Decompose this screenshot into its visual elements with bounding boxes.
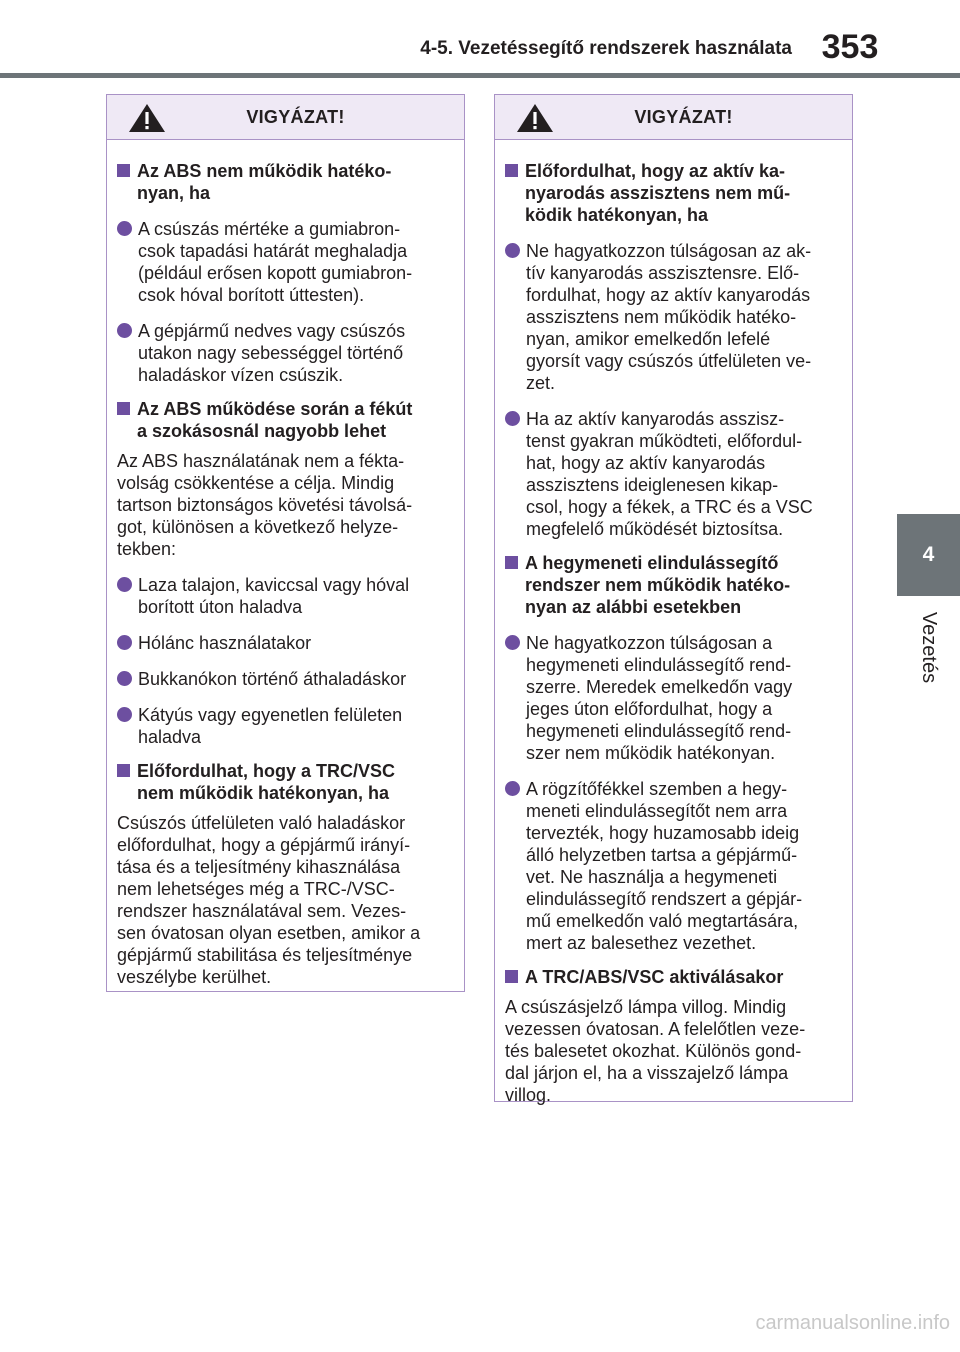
section-heading <box>505 966 844 988</box>
warning-header <box>495 95 852 140</box>
section-heading <box>117 160 456 204</box>
warning-body <box>107 140 464 988</box>
warning-box-left <box>106 94 465 992</box>
text: Ha az aktív kanyarodás asszisz- tenst gyakran működteti, előfordul- hat, hogy az aktív kanyarodás asszisztens ideiglenesen kikap- csol, hogy a fékek, a TRC és a VSC megfelelő működését biztosítsa. <box>526 409 813 539</box>
round-bullet-icon <box>117 323 132 338</box>
warning-title: VIGYÁZAT! <box>246 106 345 127</box>
list-item <box>117 218 456 306</box>
running-header: 4-5. Vezetéssegítő rendszerek használata <box>420 38 792 59</box>
text: Előfordulhat, hogy az aktív ka- nyarodás asszisztens nem mű- ködik hatékonyan, ha <box>525 161 791 225</box>
section-heading <box>505 160 844 226</box>
text: Ne hagyatkozzon túlságosan az ak- tív kanyarodás asszisztensre. Elő- fordulhat, hogy az aktív kanyarodás asszisztens nem működik hatéko- nyan, amikor emelkedőn lefelé gyorsít vagy csúszós útfelületen ve- zet. <box>526 241 812 393</box>
list-item <box>117 668 456 690</box>
list-item <box>505 632 844 764</box>
text: A hegymeneti elindulássegítő rendszer nem működik hatéko- nyan az alábbi esetekben <box>525 553 791 617</box>
warning-triangle-icon <box>127 102 167 134</box>
paragraph <box>505 996 844 1106</box>
text: Ne hagyatkozzon túlságosan a hegymeneti elindulássegítő rend- szerre. Meredek emelkedőn vagy jeges úton előfordulhat, hogy a hegymeneti elindulássegítő rend- szer nem működik hatékonyan. <box>526 633 793 763</box>
section-heading <box>117 760 456 804</box>
text: Csúszós útfelületen való haladáskor előfordulhat, hogy a gépjármű irányí- tása és a teljesítmény kihasználása nem lehetséges még a TRC-/VSC- rendszer használatával sem. Vezes- sen óvatosan olyan esetben, amikor a gépjármű stabilitása és teljesítménye veszélybe kerülhet. <box>117 813 421 987</box>
paragraph <box>117 450 456 560</box>
round-bullet-icon <box>117 221 132 236</box>
warning-header <box>107 95 464 140</box>
text: Kátyús vagy egyenetlen felületen haladva <box>138 705 403 747</box>
warning-box-right <box>494 94 853 1105</box>
text: A rögzítőfékkel szemben a hegy- meneti elindulássegítőt nem arra tervezték, hogy huzamosabb ideig álló helyzetben tartsa a gépjármű- vet. Ne használja a hegymeneti elindulássegítő rendszert a gépjár- mű emelkedőn való megtartására, mert az balesethez vezethet. <box>526 779 803 953</box>
text: Laza talajon, kaviccsal vagy hóval borított úton haladva <box>138 575 410 617</box>
chapter-label <box>897 597 960 697</box>
chapter-tab <box>897 514 960 596</box>
section-heading <box>505 552 844 618</box>
warning-triangle-icon <box>515 102 555 134</box>
text: A gépjármű nedves vagy csúszós utakon nagy sebességgel történő haladáskor vízen csúszik. <box>138 321 406 385</box>
list-item <box>505 778 844 954</box>
square-bullet-icon <box>117 164 130 177</box>
list-item <box>505 240 844 394</box>
text: Előfordulhat, hogy a TRC/VSC nem működik hatékonyan, ha <box>137 761 396 803</box>
text: Hólánc használatakor <box>138 633 312 653</box>
text: A TRC/ABS/VSC aktiválásakor <box>525 967 784 987</box>
chapter-label-text: Vezetés <box>918 611 941 683</box>
list-item <box>117 574 456 618</box>
list-item <box>117 320 456 386</box>
round-bullet-icon <box>117 635 132 650</box>
warning-body <box>495 140 852 1106</box>
header-rule <box>0 73 960 78</box>
square-bullet-icon <box>117 402 130 415</box>
watermark: carmanualsonline.info <box>755 1312 950 1334</box>
list-item <box>117 632 456 654</box>
round-bullet-icon <box>505 635 520 650</box>
paragraph <box>117 812 456 988</box>
text: Az ABS nem működik hatéko- nyan, ha <box>137 161 392 203</box>
warning-title: VIGYÁZAT! <box>634 106 733 127</box>
list-item <box>505 408 844 540</box>
round-bullet-icon <box>505 781 520 796</box>
page-number: 353 <box>821 28 879 66</box>
square-bullet-icon <box>505 164 518 177</box>
round-bullet-icon <box>117 671 132 686</box>
chapter-number: 4 <box>922 543 935 566</box>
text: Az ABS működése során a fékút a szokásosnál nagyobb lehet <box>137 399 413 441</box>
text: Az ABS használatának nem a fékta- volság csökkentése a célja. Mindig tartson biztonságos követési távolsá- got, különösen a következő helyze- tekben: <box>117 451 413 559</box>
section-heading <box>117 398 456 442</box>
text: A csúszás mértéke a gumiabron- csok tapadási határát meghaladja (például erősen kopott gumiabron- csok hóval borított úttesten). <box>138 219 413 305</box>
square-bullet-icon <box>505 970 518 983</box>
square-bullet-icon <box>505 556 518 569</box>
text: Bukkanókon történő áthaladáskor <box>138 669 407 689</box>
text: A csúszásjelző lámpa villog. Mindig vezessen óvatosan. A felelőtlen veze- tés balesetet okozhat. Különös gond- dal járjon el, ha a visszajelző lámpa villog. <box>505 997 806 1105</box>
round-bullet-icon <box>505 411 520 426</box>
round-bullet-icon <box>505 243 520 258</box>
square-bullet-icon <box>117 764 130 777</box>
list-item <box>117 704 456 748</box>
round-bullet-icon <box>117 707 132 722</box>
round-bullet-icon <box>117 577 132 592</box>
